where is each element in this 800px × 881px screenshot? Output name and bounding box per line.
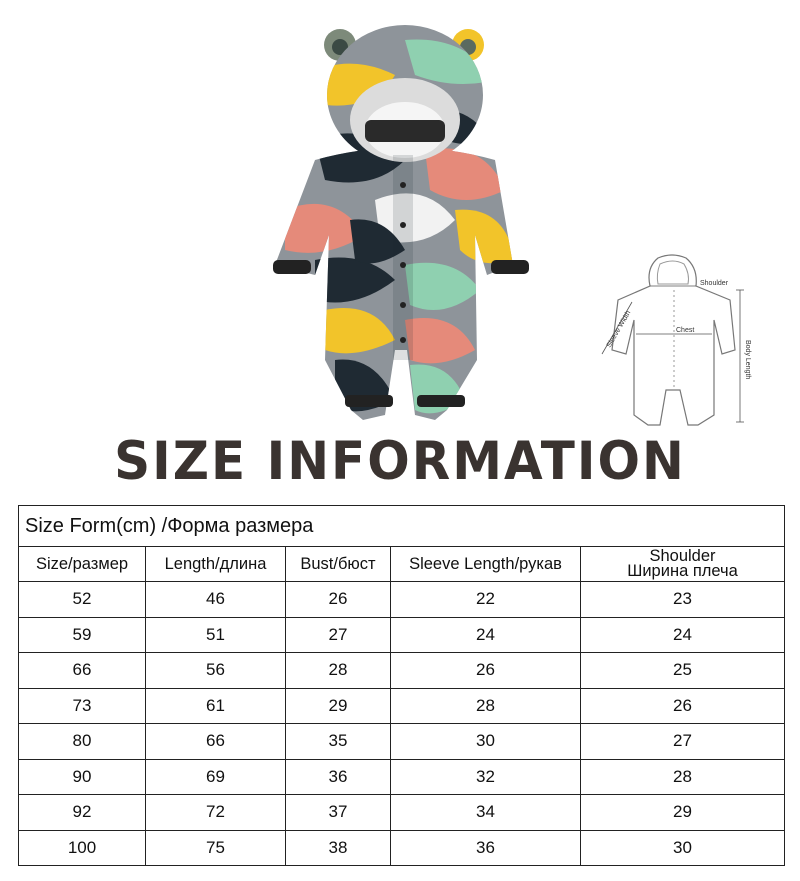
cell-bust: 29 [286,688,391,724]
table-row [19,830,785,866]
table-header-row [19,547,785,582]
cell-bust: 36 [286,759,391,795]
cell-shoulder: 25 [581,653,785,689]
table-title: Size Form(cm) /Форма размера [19,506,785,547]
cell-sleeve: 30 [391,724,581,760]
cell-length: 51 [146,617,286,653]
cell-sleeve: 36 [391,830,581,866]
cell-size: 92 [19,795,146,831]
page-heading: SIZE INFORMATION [114,430,686,492]
cell-length: 56 [146,653,286,689]
cell-length: 75 [146,830,286,866]
cell-length: 61 [146,688,286,724]
diagram-sleeve-label: Sleeve Width [605,309,633,349]
cell-bust: 28 [286,653,391,689]
cell-sleeve: 24 [391,617,581,653]
cell-shoulder: 24 [581,617,785,653]
cell-bust: 26 [286,582,391,618]
table-row [19,582,785,618]
product-photo [255,20,545,440]
measurement-diagram [590,250,765,435]
header-bust: Bust/бюст [286,547,391,582]
cell-shoulder: 26 [581,688,785,724]
cell-shoulder: 27 [581,724,785,760]
cell-sleeve: 26 [391,653,581,689]
cell-size: 90 [19,759,146,795]
table-row [19,795,785,831]
table-row [19,617,785,653]
header-size: Size/размер [19,547,146,582]
cell-sleeve: 28 [391,688,581,724]
cell-length: 66 [146,724,286,760]
diagram-body-length-label: Body Length [744,340,751,380]
header-sleeve-length: Sleeve Length/рукав [391,547,581,582]
cell-shoulder: 23 [581,582,785,618]
cell-size: 73 [19,688,146,724]
cell-bust: 38 [286,830,391,866]
cell-sleeve: 34 [391,795,581,831]
header-shoulder-en: Shoulder [649,547,716,565]
header-shoulder-ru: Ширина плеча [627,562,738,580]
header-shoulder [581,547,785,582]
cell-length: 46 [146,582,286,618]
cell-shoulder: 30 [581,830,785,866]
cell-bust: 27 [286,617,391,653]
size-table [18,505,785,866]
table-row [19,653,785,689]
diagram-shoulder-label: Shoulder [700,280,729,287]
cell-size: 100 [19,830,146,866]
cell-size: 52 [19,582,146,618]
cell-length: 72 [146,795,286,831]
cell-shoulder: 28 [581,759,785,795]
cell-bust: 35 [286,724,391,760]
cell-sleeve: 22 [391,582,581,618]
header-length: Length/длина [146,547,286,582]
diagram-chest-label: Chest [676,327,695,334]
cell-shoulder: 29 [581,795,785,831]
cell-size: 66 [19,653,146,689]
cell-size: 59 [19,617,146,653]
cell-size: 80 [19,724,146,760]
cell-sleeve: 32 [391,759,581,795]
table-row [19,759,785,795]
cell-length: 69 [146,759,286,795]
table-row [19,724,785,760]
cell-bust: 37 [286,795,391,831]
table-row [19,688,785,724]
